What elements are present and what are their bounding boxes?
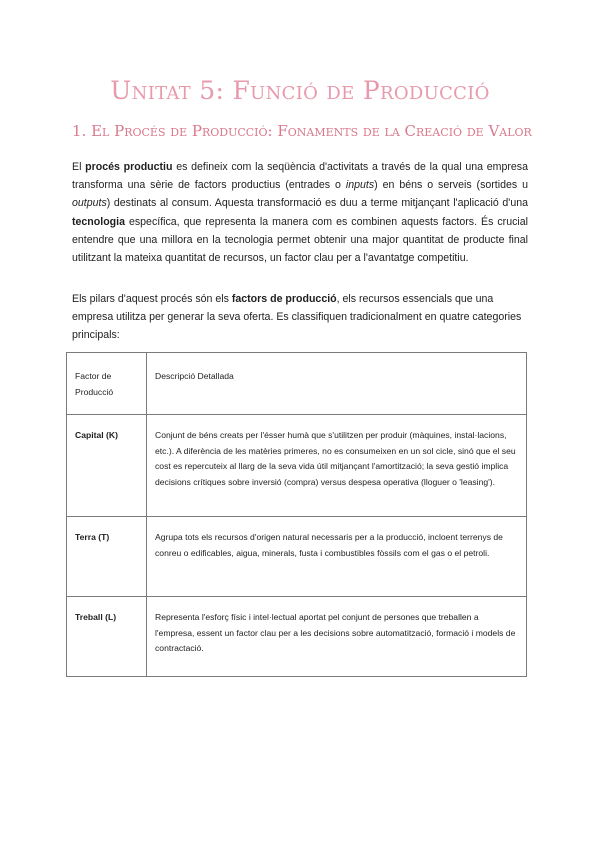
table-row [67,415,527,517]
factor-description: Conjunt de béns creats per l'ésser humà que s'utilitzen per produir (màquines, instal·lacions, etc.). A diferència de les matèries primeres, no es consumeixen en un sol cicle, sinó que el seu cost es repercuteix al llarg de la seva vida útil mitjançant l'amortització; la seva gestió implica decisions crítiques sobre inversió (compra) versus despesa operativa (lloguer o 'leasing'). [147,415,527,517]
table-header-row [67,353,527,415]
section-title: 1. El Procés de Producció: Fonaments de la Creació de Valor [72,122,532,140]
table-row [67,597,527,677]
factor-name: Capital (K) [67,415,147,517]
table-header-factor: Factor de Producció [67,353,147,415]
term-tecnologia: tecnologia [72,215,125,228]
factor-name: Terra (T) [67,517,147,597]
factor-name: Treball (L) [67,597,147,677]
factors-paragraph: Els pilars d'aquest procés són els factors de producció, els recursos essencials que una empresa utilitza per generar la seva oferta. Es classifiquen tradicionalment en quatre categories principals: [72,293,522,342]
factor-description: Representa l'esforç físic i intel·lectual aportat pel conjunt de persones que treballen a l'empresa, essent un factor clau per a les decisions sobre automatització, formació i models de contractació. [147,597,527,677]
term-inputs: inputs [345,179,375,192]
factors-table [66,352,527,677]
term-factors-produccio: factors de producció [231,293,337,305]
term-outputs: outputs [72,197,107,210]
term-proces-productiu: procés productiu [85,161,173,173]
intro-paragraph: El procés productiu es defineix com la seqüència d'activitats a través de la qual una empresa transforma una sèrie de factors productius (entrades o inputs) en béns o serveis (sortides u outputs) destinats al consum. Aquesta transformació es duu a terme mitjançant l'aplicació d'una tecnologia específica, que representa la manera com es combinen aquests factors. És crucial entendre que una millora en la tecnologia permet obtenir una major quantitat de producte final utilitzant la mateixa quantitat de recursos, un factor clau per a l'avantatge competitiu. [72,161,528,265]
table-row [67,517,527,597]
page-title: Unitat 5: Funció de Producció [110,76,490,105]
table-header-description: Descripció Detallada [147,353,527,415]
factor-description: Agrupa tots els recursos d'origen natural necessaris per a la producció, incloent terrenys de conreu o edificables, aigua, minerals, fusta i combustibles fòssils com el gas o el petroli. [147,517,527,597]
